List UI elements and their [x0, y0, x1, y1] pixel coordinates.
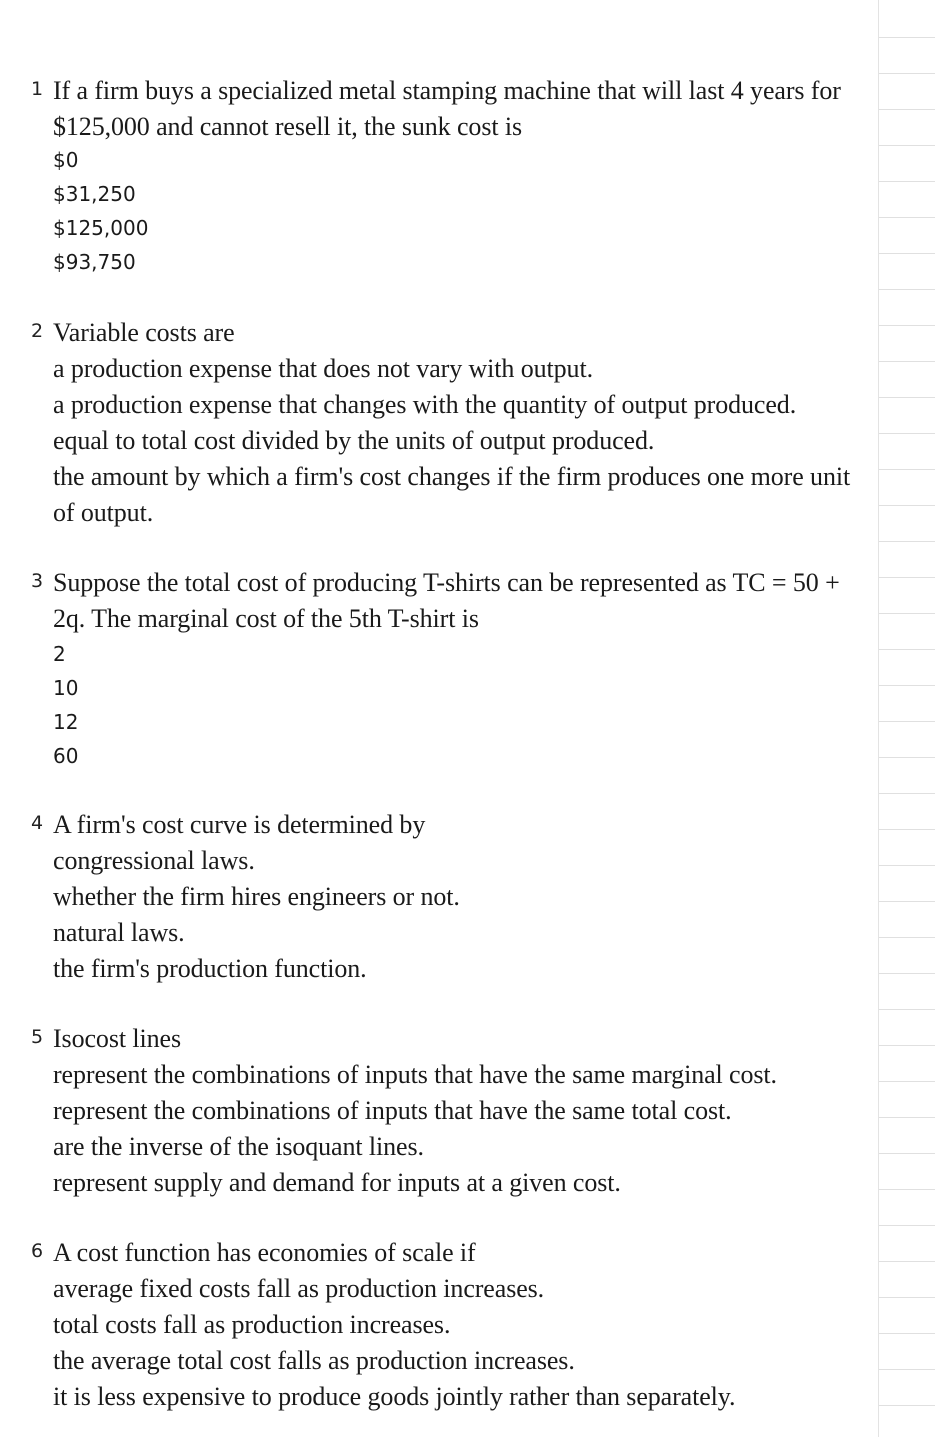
answer-option: total costs fall as production increases. — [53, 1310, 451, 1339]
answer-options — [53, 843, 865, 987]
question-text: A firm's cost curve is determined by — [53, 810, 426, 839]
answer-option: it is less expensive to produce goods jointly rather than separately. — [53, 1382, 736, 1411]
answer-options — [53, 1057, 865, 1201]
answer-option: the firm's production function. — [53, 954, 367, 983]
answer-option: $0 — [53, 148, 79, 172]
answer-option: $93,750 — [53, 250, 136, 274]
answer-option: represent supply and demand for inputs at a given cost. — [53, 1168, 621, 1197]
answer-option: natural laws. — [53, 918, 185, 947]
answer-option: 2 — [53, 642, 66, 666]
answer-options — [53, 143, 865, 279]
answer-option: the average total cost falls as production increases. — [53, 1346, 575, 1375]
question-text: A cost function has economies of scale if — [53, 1238, 476, 1267]
question-number: 5 — [31, 1026, 44, 1048]
answer-options — [53, 637, 865, 773]
answer-option: represent the combinations of inputs that have the same marginal cost. — [53, 1060, 777, 1089]
answer-option: $31,250 — [53, 182, 136, 206]
question-number: 6 — [31, 1240, 44, 1262]
question-number: 3 — [31, 570, 44, 592]
question-text: Suppose the total cost of producing T-shirts can be represented as TC = 50 + 2q. The marginal cost of the 5th T-shirt is — [53, 568, 840, 633]
answer-option: a production expense that does not vary with output. — [53, 354, 593, 383]
answer-option: average fixed costs fall as production increases. — [53, 1274, 545, 1303]
answer-option: 12 — [53, 710, 79, 734]
answer-option: $125,000 — [53, 216, 149, 240]
answer-option: congressional laws. — [53, 846, 255, 875]
answer-option: the amount by which a firm's cost changes if the firm produces one more unit of output. — [53, 462, 851, 527]
answer-option: equal to total cost divided by the units of output produced. — [53, 426, 655, 455]
answer-option: represent the combinations of inputs that have the same total cost. — [53, 1096, 732, 1125]
question-number: 1 — [31, 78, 44, 100]
spreadsheet-grid-strip — [878, 0, 935, 1437]
answer-option: whether the firm hires engineers or not. — [53, 882, 460, 911]
answer-options — [53, 351, 865, 531]
question-number: 2 — [31, 320, 44, 342]
question-text: Isocost lines — [53, 1024, 181, 1053]
answer-option: 60 — [53, 744, 79, 768]
answer-option: a production expense that changes with the quantity of output produced. — [53, 390, 797, 419]
answer-option: 10 — [53, 676, 79, 700]
answer-options — [53, 1271, 865, 1415]
question-number: 4 — [31, 812, 44, 834]
question-text: If a firm buys a specialized metal stamping machine that will last 4 years for $125,000 and cannot resell it, the sunk cost is — [53, 76, 841, 141]
question-text: Variable costs are — [53, 318, 235, 347]
answer-option: are the inverse of the isoquant lines. — [53, 1132, 424, 1161]
